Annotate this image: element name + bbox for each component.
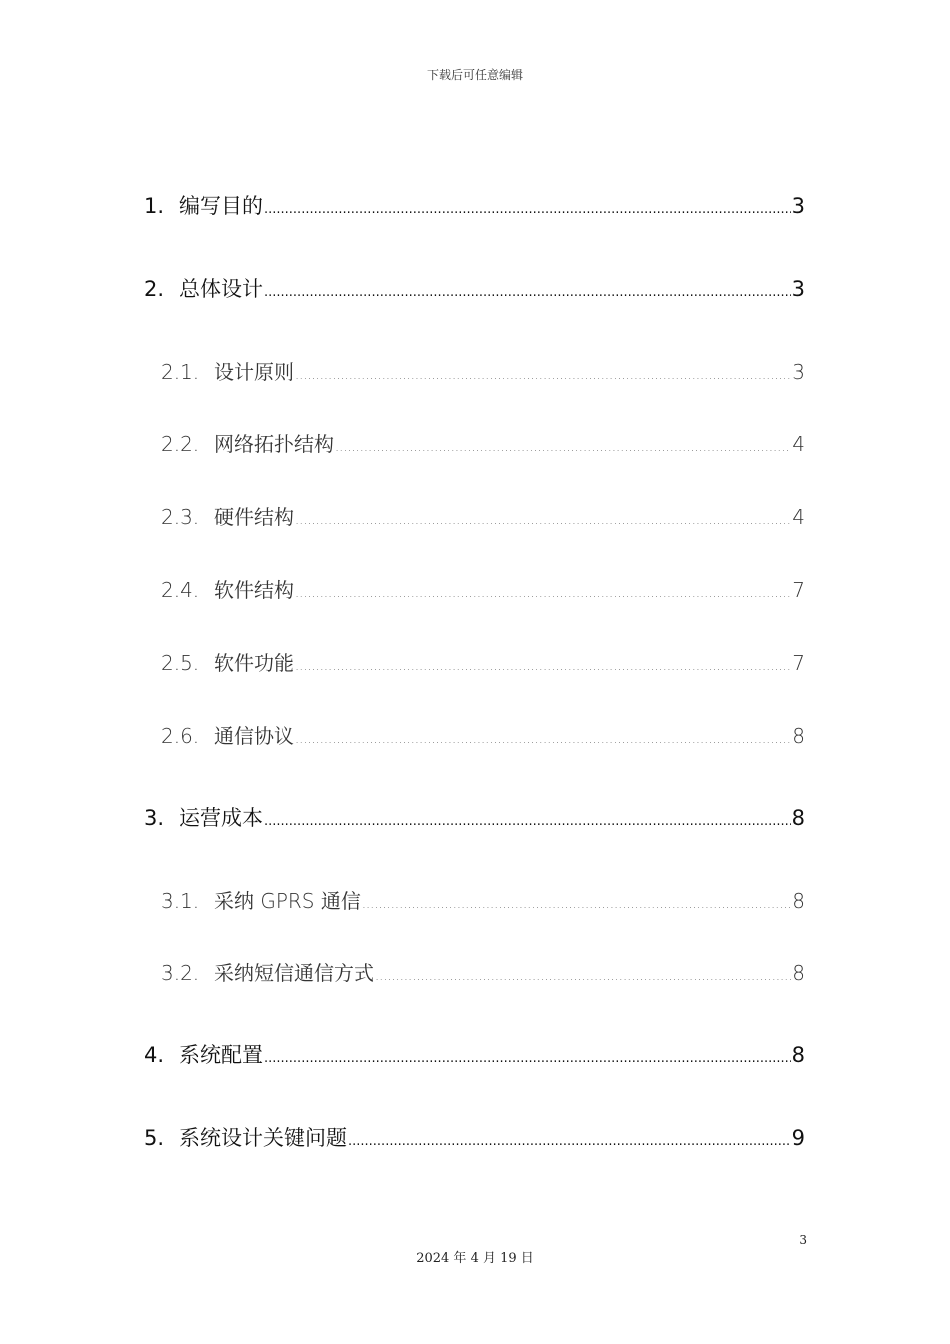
toc-leader-dots: [264, 194, 791, 218]
toc-leader-dots: [295, 578, 791, 602]
toc-title: 硬件结构: [214, 505, 294, 529]
toc-title: 系统设计关键问题: [179, 1126, 347, 1150]
toc-page-number: 9: [791, 1126, 805, 1150]
page-header: 下载后可任意编辑: [426, 68, 523, 82]
toc-title: 网络拓扑结构: [214, 432, 334, 456]
toc-entry-2-1[interactable]: [161, 356, 805, 385]
toc-title: 设计原则: [214, 360, 294, 384]
toc-page-number: 7: [792, 578, 805, 602]
toc-leader-dots: [264, 277, 791, 301]
toc-page-number: 8: [792, 889, 805, 913]
toc-leader-dots: [375, 961, 791, 985]
toc-number: 2.2.: [161, 432, 200, 456]
toc-page-number: 3: [791, 277, 805, 301]
toc-entry-2-2[interactable]: [161, 428, 805, 457]
toc-number: 2.5.: [161, 651, 200, 675]
toc-page-number: 4: [792, 432, 805, 456]
toc-entry-2-4[interactable]: [161, 574, 805, 603]
toc-entry-2-5[interactable]: [161, 647, 805, 676]
toc-number: 5.: [144, 1126, 165, 1150]
toc-leader-dots: [362, 889, 791, 913]
toc-title: 通信协议: [214, 724, 294, 748]
toc-page-number: 8: [791, 1043, 805, 1067]
toc-title: 软件功能: [214, 651, 294, 675]
toc-title: 采纳 GPRS 通信: [214, 889, 361, 913]
toc-number: 2.1.: [161, 360, 200, 384]
toc-leader-dots: [264, 806, 791, 830]
toc-number: 3.2.: [161, 961, 200, 985]
toc-entry-2[interactable]: [144, 273, 805, 303]
toc-title: 运营成本: [179, 806, 263, 830]
toc-page-number: 8: [792, 724, 805, 748]
toc-leader-dots: [335, 432, 791, 456]
toc-page-number: 4: [792, 505, 805, 529]
toc-leader-dots: [348, 1126, 791, 1150]
toc-number: 2.: [144, 277, 165, 301]
toc-title: 总体设计: [179, 277, 263, 301]
toc-number: 2.6.: [161, 724, 200, 748]
toc-entry-2-3[interactable]: [161, 501, 805, 530]
toc-entry-3-1[interactable]: [161, 885, 805, 914]
page-number: 3: [799, 1233, 807, 1247]
toc-page-number: 7: [792, 651, 805, 675]
toc-title: 采纳短信通信方式: [214, 961, 374, 985]
toc-page-number: 3: [792, 360, 805, 384]
toc-page-number: 8: [791, 806, 805, 830]
toc-leader-dots: [295, 724, 791, 748]
footer-date: 2024 年 4 月 19 日: [416, 1251, 534, 1266]
toc-leader-dots: [264, 1043, 791, 1067]
toc-leader-dots: [295, 505, 791, 529]
toc-page-number: 8: [792, 961, 805, 985]
toc-number: 2.3.: [161, 505, 200, 529]
toc-entry-1[interactable]: [144, 190, 805, 220]
toc-entry-3[interactable]: [144, 802, 805, 832]
toc-entry-2-6[interactable]: [161, 720, 805, 749]
toc-page-number: 3: [791, 194, 805, 218]
toc-number: 2.4.: [161, 578, 200, 602]
toc-number: 1.: [144, 194, 165, 218]
toc-number: 4.: [144, 1043, 165, 1067]
toc-number: 3.: [144, 806, 165, 830]
toc-title: 系统配置: [179, 1043, 263, 1067]
toc-leader-dots: [295, 651, 791, 675]
toc-number: 3.1.: [161, 889, 200, 913]
toc-entry-5[interactable]: [144, 1122, 805, 1152]
toc-entry-3-2[interactable]: [161, 957, 805, 986]
toc-title: 编写目的: [179, 194, 263, 218]
toc-entry-4[interactable]: [144, 1039, 805, 1069]
toc-leader-dots: [295, 360, 791, 384]
toc-title: 软件结构: [214, 578, 294, 602]
